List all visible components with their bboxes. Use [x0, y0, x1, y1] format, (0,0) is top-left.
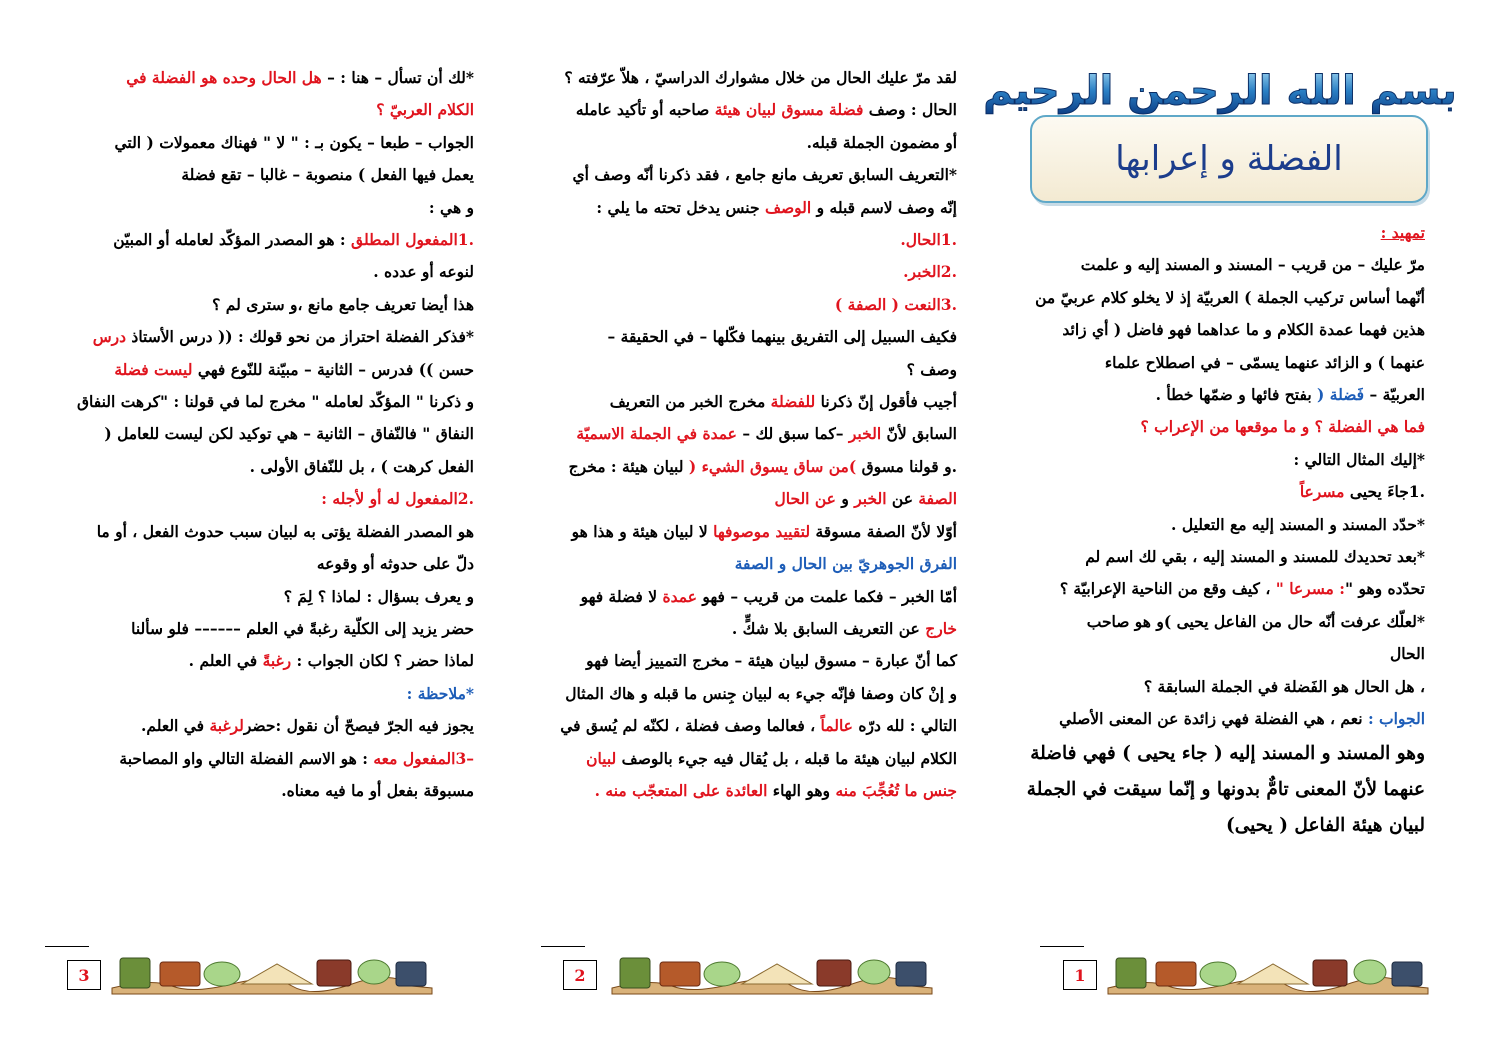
text-line: أوّلا لأنّ الصفة مسوقة لتقييد موصوفها لا لبيان هيئة و هذا هو — [571, 521, 957, 541]
text-line: أجيب فأقول إنّ ذكرنا للفضلة مخرج الخبر من التعريف — [609, 392, 957, 412]
text-line: –3المفعول معه : هو الاسم الفضلة التالي واو المصاحبة — [119, 748, 474, 768]
text-line: لبيان هيئة الفاعل ( يحيى) — [1225, 814, 1425, 836]
text-line: ، هل الحال هو الفَضلة في الجملة السابقة ؟ — [1143, 676, 1425, 696]
text-line: دلّ على حدوثه أو وقوعه — [316, 554, 474, 574]
list-item: .1الحال. — [900, 230, 957, 250]
text-line: لماذا حضر ؟ لكان الجواب : رغبةً في العلم . — [188, 651, 474, 671]
text-line: *إليك المثال التالي : — [1293, 449, 1425, 469]
column-page-2 — [535, 62, 957, 807]
text-line: هذين فهما عمدة الكلام و ما عداهما فهو فاضل ( أي زائد — [1062, 320, 1425, 340]
text-line: لنوعه أو عدده . — [373, 262, 474, 282]
footer-rule — [1040, 946, 1084, 947]
text-line: *لك أن تسأل – هنا : – هل الحال وحده هو الفضلة في — [126, 68, 474, 87]
text-line: فكيف السبيل إلى التفريق بينهما فكّلها – في الحقيقة – — [607, 327, 957, 347]
page-number: 2 — [563, 960, 597, 990]
page-number: 1 — [1063, 960, 1097, 990]
question-heading: فما هي الفضلة ؟ و ما موقعها من الإعراب ؟ — [1140, 417, 1425, 437]
text-line: الفعل كرهت ) ، بل للنّفاق الأولى . — [249, 456, 474, 476]
column-page-3 — [38, 62, 474, 807]
text-line: و هي : — [428, 197, 474, 217]
text-line: أنّهما أساس تركيب الجملة ) العربيّة إذ لا يخلو كلام عربيّ من — [1035, 287, 1425, 307]
books-decoration — [1108, 958, 1428, 994]
title-box — [1030, 115, 1428, 203]
text-line: كما أنّ عبارة – مسوق لبيان هيئة – مخرج التمييز أيضا فهو — [586, 651, 957, 671]
text-line: حسن )) فدرس – الثانية – مبيّنة للنّوع فهي ليست فضلة — [114, 359, 474, 379]
books-decoration — [612, 958, 932, 994]
text-line: هذا أيضا تعريف جامع مانع ،و سترى لم ؟ — [212, 294, 474, 314]
text-line: الجواب – طبعا – يكون بـ : " لا " فهناك معمولات ( التي — [114, 132, 474, 152]
text-line: عنهما لأنّ المعنى تامٌّ بدونها و إنّما سيقت في الجملة — [1026, 778, 1425, 800]
books-border-icon — [612, 948, 932, 996]
books-border-icon — [1108, 948, 1428, 996]
text-line: وهو المسند و المسند إليه ( جاء يحيى ) فهي فاضلة — [1030, 742, 1425, 764]
footer-rule — [45, 946, 89, 947]
text-line: و ذكرنا " المؤكّد لعامله " مخرج لما في قولنا : "كرهت النفاق — [77, 392, 474, 412]
text-line: *فذكر الفضلة احتراز من نحو قولك : (( درس الأستاذ درس — [92, 327, 474, 347]
text-line: الفرق الجوهريّ بين الحال و الصفة — [734, 554, 957, 574]
text-line: و إنْ كان وصفا فإنّه جيء به لبيان جِنس ما قبله و هاك المثال — [565, 683, 957, 703]
text-line: التالي : لله درّه عالماً ، فعالما وصف فضلة ، لكنّه لم يُسق في — [560, 716, 957, 736]
text-line: مرّ عليك – من قريب – المسند و المسند إليه و علمت — [1080, 255, 1425, 275]
text-line: أمّا الخبر – فكما علمت من قريب – فهو عمدة لا فضلة فهو — [580, 586, 957, 606]
page-title: الفضلة و إعرابها — [1115, 139, 1343, 179]
text-line: تحدّده وهو ": مسرعا " ، كيف وقع من الناحية الإعرابيّة ؟ — [1059, 579, 1425, 599]
text-line: الصفة عن الخبر و عن الحال — [774, 489, 957, 509]
text-line: يجوز فيه الجرّ فيصحّ أن نقول :حضرلرغبة في العلم. — [141, 716, 474, 736]
text-line: النفاق " فالنّفاق – الثانية – هي توكيد لكن ليست للعامل ( — [104, 424, 474, 444]
text-line: و يعرف بسؤال : لماذا ؟ لِمَ ؟ — [283, 586, 474, 606]
text-line: عنهما ) و الزائد عنهما يسمّى – في اصطلاح علماء — [1104, 352, 1425, 372]
list-item: .2الخبر. — [903, 262, 957, 282]
text-line: العربيّة – فَضلة ( بفتح فائها و ضمّها خطأ . — [1155, 385, 1425, 405]
text-line: .1المفعول المطلق : هو المصدر المؤكّد لعامله أو المبيّن — [113, 230, 474, 250]
column-page-1 — [1005, 217, 1425, 844]
text-line: الكلام العربيّ ؟ — [376, 100, 474, 120]
basmala-text: بسم الله الرحمن الرحيم — [983, 68, 1457, 114]
text-line: وصف ؟ — [906, 359, 957, 379]
text-line: *التعريف السابق تعريف مانع جامع ، فقد ذكرنا أنّه وصف أي — [572, 165, 957, 185]
text-line: إنّه وصف لاسم قبله و الوصف جنس يدخل تحته ما يلي : — [596, 197, 957, 217]
list-item: .3النعت ( الصفة ) — [834, 294, 957, 314]
text-line: حضر يزيد إلى الكلّية رغبةً في العلم –––––– فلو سألنا — [131, 618, 474, 638]
text-line: مسبوقة بفعل أو ما فيه معناه. — [281, 780, 474, 800]
text-line: السابق لأنّ الخبر –كما سبق لك – عمدة في الجملة الاسميّة — [576, 424, 957, 444]
books-border-icon — [112, 948, 432, 996]
page-number: 3 — [67, 960, 101, 990]
footer-rule — [541, 946, 585, 947]
note-heading: *ملاحظة : — [406, 683, 474, 703]
books-decoration — [112, 958, 432, 994]
text-line: يعمل فيها الفعل ) منصوبة – غالبا – تقع فضلة — [181, 165, 474, 185]
answer-line: الجواب : نعم ، هي الفضلة فهي زائدة عن المعنى الأصلي — [1059, 709, 1425, 729]
text-line: .و قولنا مسوق )من ساق يسوق الشيء ( لبيان هيئة : مخرج — [568, 456, 957, 476]
text-line: *حدّد المسند و المسند إليه مع التعليل . — [1171, 514, 1425, 534]
text-line: الكلام لبيان هيئة ما قبله ، بل يُقال فيه جيء بالوصف لبيان — [586, 748, 957, 768]
text-line: *لعلّك عرفت أنّه حال من الفاعل يحيى )و هو صاحب — [1086, 611, 1425, 631]
example-line: .1جاءَ يحيى مسرعاً — [1299, 482, 1425, 502]
text-line: خارج عن التعريف السابق بلا شكٍّ . — [731, 618, 957, 638]
text-line: هو المصدر الفضلة يؤتى به لبيان سبب حدوث الفعل ، أو ما — [96, 521, 474, 541]
text-line: *بعد تحديدك للمسند و المسند إليه ، بقي لك اسم لم — [1085, 547, 1425, 567]
text-line: لقد مرّ عليك الحال من خلال مشوارك الدراسيّ ، هلاّ عرّفته ؟ — [564, 68, 957, 87]
definition-line: الحال : وصف فضلة مسوق لبيان هيئة صاحبه أو تأكيد عامله — [575, 100, 957, 120]
section-heading: .2المفعول له أو لأجله : — [321, 489, 474, 509]
text-line: جنس ما تُعُجِّبَ منه وهو الهاء العائدة على المتعجّب منه . — [594, 780, 957, 800]
text-line: الحال — [1389, 644, 1425, 664]
text-line: أو مضمون الجملة قبله. — [806, 132, 957, 152]
intro-label: تمهيد : — [1380, 223, 1425, 242]
